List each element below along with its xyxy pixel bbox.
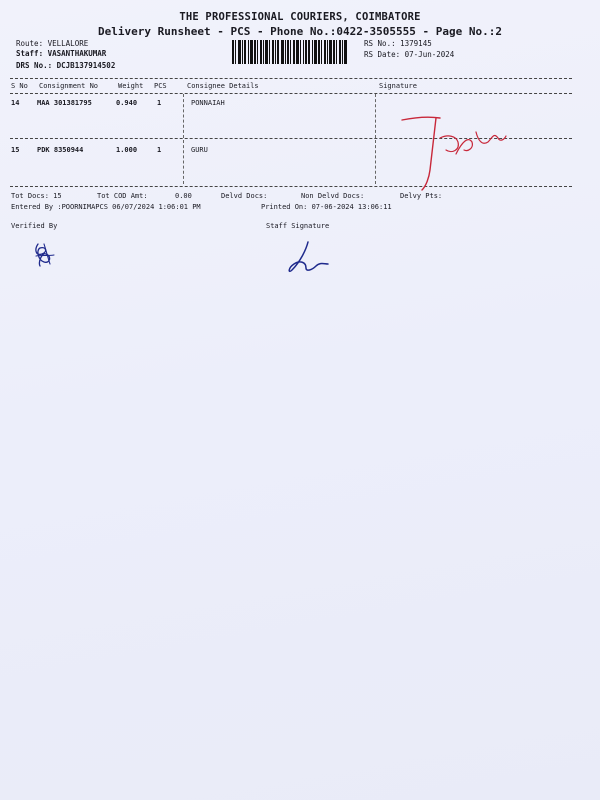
col-header-consignment: Consignment No (39, 82, 99, 90)
row-weight: 0.940 (116, 99, 138, 107)
row-consignment: MAA 301381795 (37, 99, 92, 107)
column-divider (183, 94, 184, 184)
row-sno: 15 (11, 146, 20, 154)
staff-signature (284, 240, 334, 276)
entered-by: Entered By :POORNIMAPCS 06/07/2024 1:06:01 PM (11, 203, 201, 211)
delivered-docs: Delvd Docs: (221, 192, 268, 200)
col-header-weight: Weight (118, 82, 144, 90)
company-name: THE PROFESSIONAL COURIERS, COIMBATORE (179, 11, 421, 23)
rs-number: RS No.: 1379145 (364, 39, 432, 48)
rs-date: RS Date: 07-Jun-2024 (364, 50, 455, 59)
drs-number: DRS No.: DCJB137914502 (16, 61, 116, 70)
col-header-sno: S No (11, 82, 28, 90)
verified-by-label: Verified By (11, 222, 58, 230)
route-label: Route: VELLALORE (16, 39, 89, 48)
col-header-signature: Signature (379, 82, 417, 90)
total-cod-value: 0.00 (175, 192, 192, 200)
verifier-signature (30, 240, 60, 270)
runsheet-title: Delivery Runsheet - PCS - Phone No.:0422-3505555 - Page No.:2 (98, 25, 502, 38)
row-consignment: PDK 8350944 (37, 146, 84, 154)
staff-signature-label: Staff Signature (266, 222, 330, 230)
delivery-points: Delvy Pts: (400, 192, 443, 200)
row-weight: 1.000 (116, 146, 138, 154)
barcode (232, 40, 360, 64)
column-divider (375, 94, 376, 184)
staff-label: Staff: VASANTHAKUMAR (16, 49, 107, 58)
non-delivered-docs: Non Delvd Docs: (301, 192, 365, 200)
row-pcs: 1 (157, 146, 162, 154)
total-cod-label: Tot COD Amt: (97, 192, 148, 200)
table-header-rule (10, 93, 572, 94)
printed-on: Printed On: 07-06-2024 13:06:11 (261, 203, 392, 211)
row-consignee: GURU (191, 146, 208, 154)
total-docs: Tot Docs: 15 (11, 192, 62, 200)
table-top-rule (10, 78, 572, 79)
consignee-signature (396, 112, 516, 194)
col-header-consignee: Consignee Details (187, 82, 259, 90)
row-consignee: PONNAIAH (191, 99, 225, 107)
col-header-pcs: PCS (154, 82, 167, 90)
row-sno: 14 (11, 99, 20, 107)
row-pcs: 1 (157, 99, 162, 107)
